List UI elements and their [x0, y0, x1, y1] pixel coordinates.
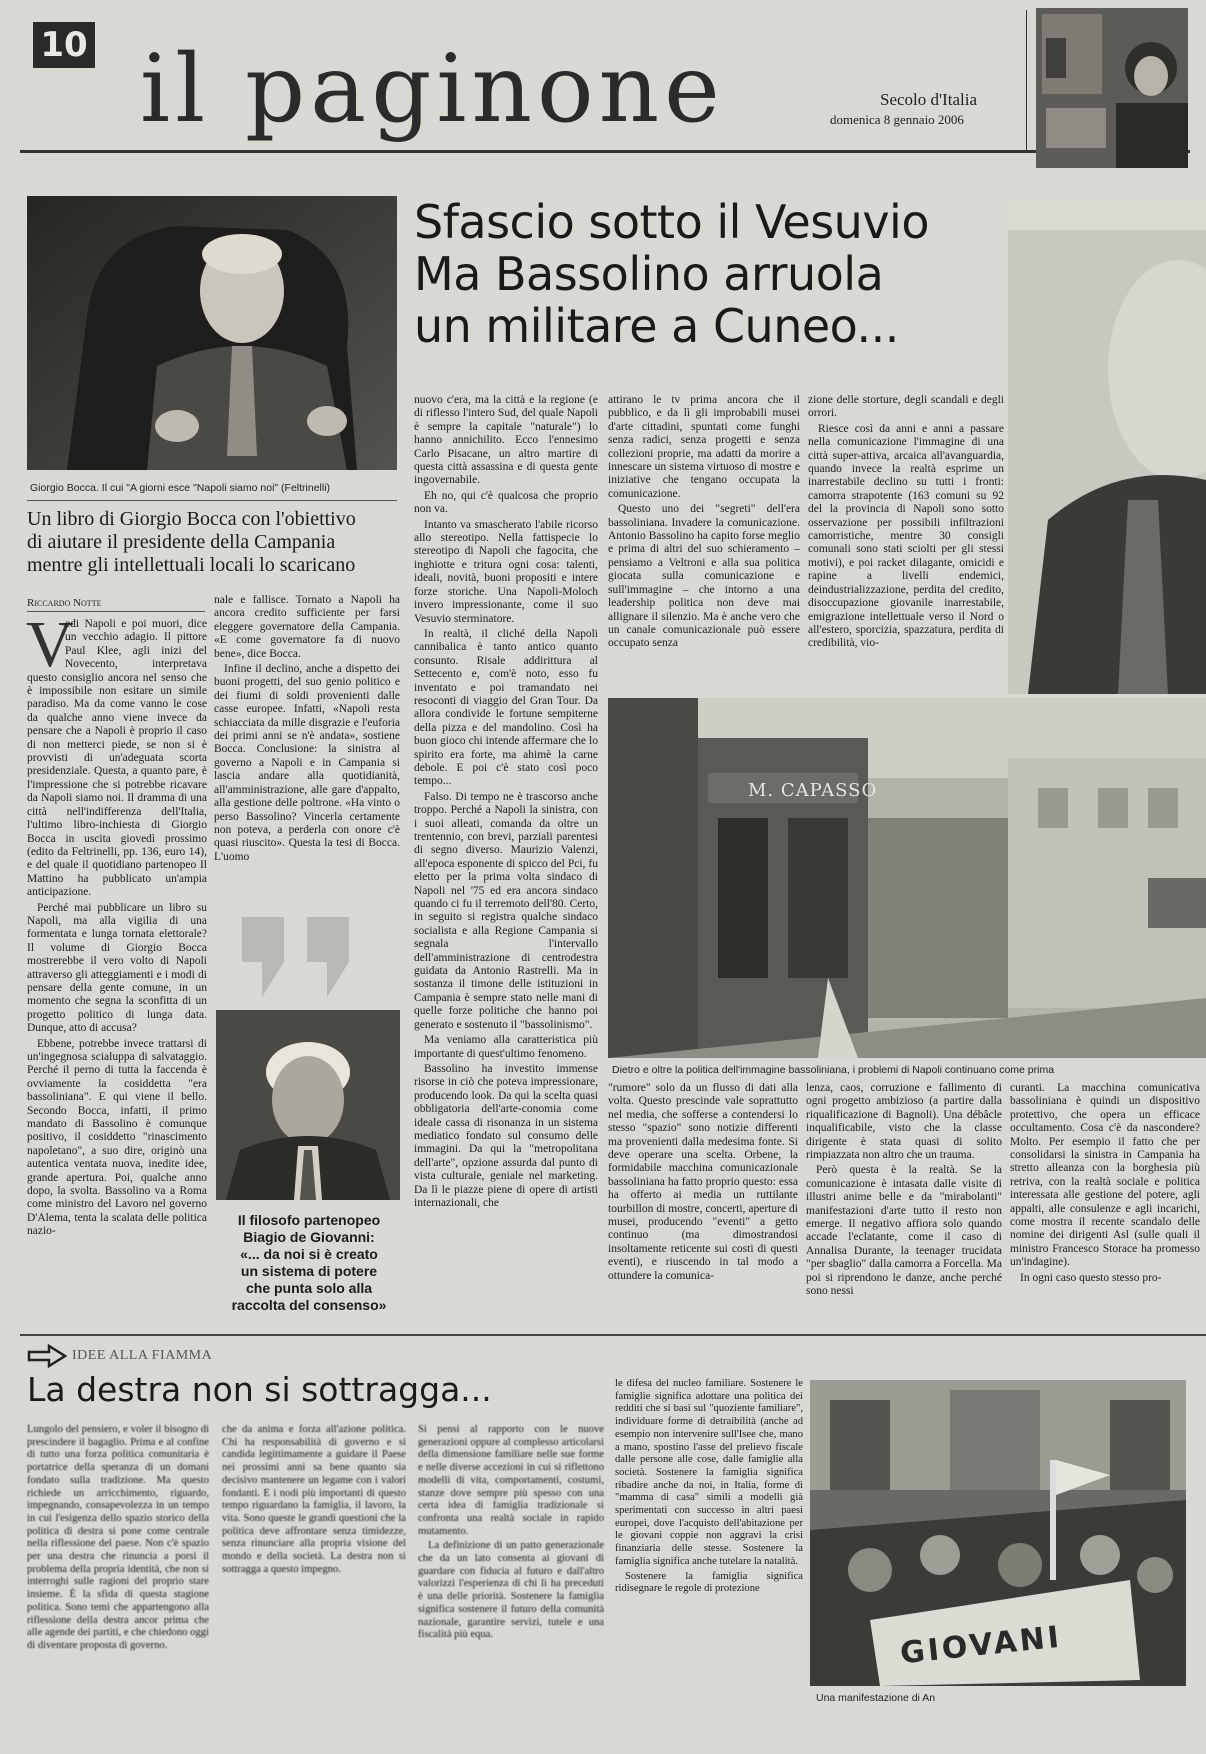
pull-quote-line-2: Biagio de Giovanni:	[243, 1229, 375, 1245]
de-giovanni-graphic	[216, 1010, 400, 1200]
newspaper-name: Secolo d'Italia	[880, 90, 978, 109]
de-giovanni-photo	[216, 1010, 400, 1200]
opinion-col-3	[418, 1424, 604, 1724]
article-col-1	[27, 618, 207, 1332]
subhead	[27, 508, 402, 577]
thumbnail-graphic	[1036, 8, 1188, 168]
page-number-box	[33, 22, 95, 68]
section-divider	[20, 1334, 1206, 1336]
issue-date: domenica 8 gennaio 2006	[830, 112, 964, 127]
street-photo-graphic	[608, 698, 1206, 1058]
masthead-vertical-rule	[1026, 10, 1027, 150]
page-number: 10	[40, 25, 88, 65]
article-col-4-para-1: attirano le tv prima ancora che il pubblico, e da lì gli improbabili musei d'arte cittadini, spuntati come funghi senza radici, senza progetti e senza collezioni proprie, ma adatti da morire a innescare un sistema virtuoso di mostre e iniziative che tengano occupata la comunicazione.	[608, 394, 800, 500]
article-col-7	[806, 1082, 1002, 1326]
section-title: il paginone	[140, 35, 725, 144]
subhead-line-3: mentre gli intellettuali locali lo scaricano	[27, 554, 356, 576]
rally-photo-caption: Una manifestazione di An	[816, 1692, 936, 1704]
article-col-7-para-2: Però questa è la realtà. Se la comunicazione è intasata dalle visite di illustri anime belle e da "mirabolanti" manifestazioni d'arte tutto il resto non emerge. Il negativo affiora solo quando accade l'eclatante, come il caso di Annalisa Durante, la teenager trucidata "per sbaglio" dalla camorra a Forcella. Ma poi si riprendono le danze, anche perché sono nessi	[806, 1164, 1002, 1298]
byline: Riccardo Notte	[27, 597, 102, 609]
article-col-3-para-4: In realtà, il cliché della Napoli cannibalica è tanto antico quanto consunto. Risale addirittura al Settecento e, com'è noto, esso fu inventato e poi tramandato nei resoconti di viaggio del Gran Tour. Da allora condivide le fortune sempiterne della pizza e del mandolino. Così ha buon gioco chi intende affermare che lo spirito era forte, ma ahimè la carne debole. E poi c'è stato così poco tempo...	[414, 627, 598, 788]
article-col-1-para-1: edi Napoli e poi muori, dice un vecchio adagio. Il pittore Paul Klee, agli inizi del Novecento, interpretava questo consiglio ancora nel senso che è impossibile non esitare un simile paradiso. Ma da come vanno le cose da qualche anno viene invece da pensare che a Napoli è proprio il caso di non metterci piede, se non si è provvisti di un'adeguata scorta presidenziale. Questa, a quanto pare, è l'impressione che si potrebbe ricavare da Napoli siamo noi. Il dramma di una città nell'indifferenza dell'Italia, l'ultimo libro-inchiesta di Giorgio Bocca in uscita giovedì prossimo (edito da Feltrinelli, pp. 136, euro 14), e del quale il quotidiano partenopeo Il Mattino ha pubblicato un'ampia anticipazione.	[27, 618, 207, 899]
bassolino-photo	[1008, 200, 1206, 694]
top-right-thumbnail	[1036, 8, 1188, 168]
article-col-1-para-2: Perché mai pubblicare un libro su Napoli, ma alla vigilia di una formentata e lunga tornata elettorale? Il volume di Giorgio Bocca mostrerebbe il vero volto di Napoli attraverso gli atteggiamenti e i modi di pensare della gente comune, in un momento che segna la sconfitta di un progetto politico di lunga data. Dunque, atto di accusa?	[27, 901, 207, 1035]
shop-sign: M. CAPASSO	[748, 780, 878, 801]
subhead-line-1: Un libro di Giorgio Bocca con l'obiettivo	[27, 508, 356, 530]
quote-mark-graphic	[222, 912, 372, 1002]
headline-line-2: Ma Bassolino arruola	[414, 247, 884, 301]
quote-mark-icon	[222, 912, 372, 1002]
article-col-8-para-1: curanti. La macchina comunicativa bassoliniana è quindi un dispositivo protettivo, che opera un efficace occultamento. Cosa c'è da nascondere? Molto. Per esempio il fatto che per consolidarsi la sinistra in Campania ha stretto alleanza con la borghesia più retriva, con la realtà sociale e politica interessata alle gestione del potere, agli appalti, alle consulenze e agli incarichi, come mostra il recente scandalo delle nomine dei dirigenti Asl (sulle quali il ministro Francesco Storace ha promesso un'indagine).	[1010, 1082, 1200, 1269]
article-col-2-para-1: nale e fallisce. Tornato a Napoli ha ancora credito sufficiente per farsi eleggere governatore della Campania. «E come governatore fa di nuovo bene», dice Bocca.	[214, 594, 400, 660]
opinion-col-3-para-1: Si pensi al rapporto con le nuove generazioni oppure al complesso articolarsi della dimensione familiare nelle sue forme e nelle diverse accezioni in cui si riflettono modelli di vita, comportamenti, costumi, stanze dove sempre più spesso con una certa idea di famiglia tradizionale si confronta una realtà sociale in rapido mutamento.	[418, 1424, 604, 1537]
dropcap-spacer	[27, 618, 65, 666]
drop-cap: V	[26, 608, 74, 681]
article-col-5	[808, 394, 1004, 686]
headline-line-3: un militare a Cuneo...	[414, 299, 899, 353]
pull-quote-line-3: «... da noi si è creato	[240, 1246, 378, 1262]
main-headline	[414, 196, 1014, 352]
pull-quote-line-4: un sistema di potere	[240, 1263, 378, 1279]
opinion-col-3-para-2: La definizione di un patto generazionale che da un lato consenta ai giovani di guardare con fiducia al futuro e dall'altro valorizzi l'esperienza di chi li ha preceduti è una delle priorità. Sostenere la famiglia significa sostenere il futuro della comunità nazionale, garantire servizi, tutele e una fiscalità più equa.	[418, 1540, 604, 1641]
opinion-col-4	[615, 1378, 803, 1724]
pull-quote	[216, 1212, 402, 1314]
pull-quote-line-5: che punta solo alla	[245, 1280, 373, 1296]
bocca-photo-graphic	[27, 196, 397, 470]
article-col-8-para-2: In ogni caso questo stesso pro-	[1020, 1271, 1162, 1284]
opinion-headline: La destra non si sottragga...	[27, 1370, 492, 1409]
pull-quote-line-1: Il filosofo partenopeo	[237, 1212, 381, 1228]
arrow-right-icon	[27, 1344, 67, 1368]
article-col-5-para-2: Riesce così da anni e anni a passare nella comunicazione l'immagine di una città super-attiva, arcaica all'avanguardia, quando invece la realtà esprime un inarrestabile declino su tutti i fronti: camorra strapotente (163 comuni su 92 del la provincia di Napoli sono sotto osservazione per possibili infiltrazioni camorristiche, mentre 30 consigli comunali sono stati sciolti per gli stessi motivi), e poi racket dilagante, omicidi e rapine a livelli endemici, deindustrializzazione, perdita del credito, disoccupazione giovanile inarrestabile, emigrazione intellettuale verso il Nord o all'estero, sporcizia, spazzatura, perdita di credibilità, vio-	[808, 422, 1004, 650]
pull-quote-line-6: raccolta del consenso»	[231, 1297, 387, 1313]
opinion-col-1-para-1: Lungolo del pensiero, e voler il bisogno di prescindere il bagaglio. Prima e al confine di tutto una forza politica comunitaria è portatrice della speranza di un domani fondato sulla tradizione. Ma questo richiede un arricchimento, riguardo, impegnando, consapevolezza in un tempo in cui l'esigenza dello spazio storico della politica di destra si pone come centrale nella riflessione del paese. Non c'è spazio per una destra che rinuncia a porsi il problema della propria identità, che non si interroghi sulle ragioni del proprio stare insieme. È la sfida di questa stagione politica. Sono temi che appartengono alla riflessione della destra ancor prima che alle agende dei partiti, e che chiedono oggi di diventare proposta di governo.	[27, 1424, 209, 1651]
bassolino-photo-graphic	[1008, 200, 1206, 694]
article-col-5-para-1: zione delle storture, degli scandali e degli orrori.	[808, 394, 1004, 420]
masthead-rule	[20, 150, 1190, 153]
article-col-7-para-1: lenza, caos, corruzione e fallimento di ogni progetto ambizioso (a partire dalla riqualificazione di Bagnoli). Una débâcle inqualificabile, visto che la classe dirigente è stata quasi di solito rimpiazzata non altro che un trauma.	[806, 1082, 1002, 1162]
article-col-6-para-1: "rumore" solo da un flusso di dati alla volta. Questo prescinde vale soprattutto nel media, che sofferse a contendersi lo stesso "spazio" sono notizie differenti ma provenienti dalla medesima fonte. Si deve operare una scelta. Orbene, la formidabile macchina comunicazionale bassoliniana ha fatto proprio questo: essa ha offerto ai media un ruttilante tourbillon di mostre, concerti, aperture di musei, producendo "eventi" a getto continuo (ma dimostrandosi insoltamente reticente sui costi di questi eventi), e riuscendo in tal modo a ottundere la comunica-	[608, 1082, 798, 1282]
opinion-col-2-para-1: che da anima e forza all'azione politica. Chi ha responsabilità di governo e si candida legittimamente a guidare il Paese nei prossimi anni sa bene quanto sia decisivo mantenere un legame con i valori fondanti. E i nodi più importanti di questo tempo riguardano la famiglia, il lavoro, la vita. Sono queste le grandi questioni che la politica deve affrontare senza timidezze, senza rinunciare alla propria visione del mondo e della società. La destra non si sottragga a questo impegno.	[222, 1424, 406, 1575]
street-photo-caption: Dietro e oltre la politica dell'immagine bassoliniana, i problemi di Napoli continuano come prima	[612, 1064, 1055, 1076]
article-col-3-para-1: nuovo c'era, ma la città e la regione (e di riflesso l'intero Sud, del quale Napoli è sempre la capitale "naturale") lo hanno annichilito. Ecco l'ennesimo Carlo Pisacane, un altro martire di questa città assassina e di questa gente ingovernabile.	[414, 394, 598, 487]
opinion-kicker: IDEE ALLA FIAMMA	[72, 1348, 213, 1363]
arrow-icon	[27, 1344, 67, 1368]
article-col-3-para-7: Bassolino ha investito immense risorse in ciò che poteva impressionare, producendo look. Da qui la scelta quasi obbligatoria dell'arte-conomia come ideale cassa di risonanza in un sistema mediatico fondato sul consumo delle immagini. Da qui la "metropolitana dell'arte", opzione assurda dal punto di vista culturale, geniale nel marketing. Da lì le piazze piene di opere di artisti internazionali, che	[414, 1062, 598, 1209]
rally-photo	[810, 1380, 1186, 1686]
article-col-1-para-3: Ebbene, potrebbe invece trattarsi di un'ingegnosa scialuppa di salvataggio. Perché il perno di tutta la faccenda è ovviamente la cosiddetta "era bassoliniana". E qui viene il bello. Secondo Bocca, infatti, il primo mandato di Bassolino è comunque positivo, il cosiddetto "rinascimento napoletano", a suo dire, originò una autentica ventata nuova, inedite idee, grande apertura. Poi, qualche anno dopo, la svolta. Bassolino va a Roma come ministro del Lavoro nel governo D'Alema, tenta la scalata delle politica nazio-	[27, 1037, 207, 1238]
article-col-3-para-3: Intanto va smascherato l'abile ricorso allo stereotipo. Nella fattispecie lo stereotipo di Napoli che fagocita, che inghiotte e tritura ogni cosa: talenti, ideali, novità, buoni propositi e intere forze storiche. Una Napoli-Moloch invero impressionante, come il suo Vesuvio sterminatore.	[414, 518, 598, 625]
street-photo	[608, 698, 1206, 1058]
article-col-3-para-5: Falso. Di tempo ne è trascorso anche troppo. Perché a Napoli la sinistra, con i suoi alleati, comanda da oltre un trentennio, con brevi, parziali parentesi di segno diverso. Maurizio Valenzi, all'epoca esponente di spicco del Pci, fu eletto per la prima volta sindaco di Napoli nel '75 ed era ancora sindaco quando ci fu il terremoto dell'80. Certo, in seguito si registra qualche sindaco socialista e alla Regione Campania si segnala l'intervallo dell'amministrazione di centrodestra guidata da Antonio Rastrelli. Ma in sostanza il timone delle istituzioni in Campania è sempre stato nelle mani di quelle forze politiche che hanno poi generato e sostenuto il "bassolinismo".	[414, 790, 598, 1031]
article-col-8	[1010, 1082, 1200, 1326]
opinion-col-4-para-2: Sostenere la famiglia significa ridisegnare le regole di protezione	[615, 1570, 803, 1595]
article-col-4	[608, 394, 800, 686]
opinion-col-2	[222, 1424, 406, 1724]
article-col-6	[608, 1082, 798, 1326]
article-col-3-para-2: Eh no, qui c'è qualcosa che proprio non va.	[414, 489, 598, 516]
article-col-2	[214, 594, 400, 926]
rally-banner-text: GIOVANI	[898, 1619, 1064, 1672]
opinion-col-4-para-1: le difesa del nucleo familiare. Sostenere le famiglie significa adottare una politica dei redditi che si basi sul "quoziente familiare", individuare forme di detraibilità (anche ad esempio non intervenire sull'Isee che, mano a mano, spostino l'asse del prelievo fiscale dalle persone alle cose, dalle famiglie alla società. Sostenere la famiglia significa ribadire anche da noi, in Italia, forme di "mamma di casa" simili a modelli già sperimentati con successo in altri paesi europei, dove l'acquisto dell'abitazione per le giovani coppie non aggravi la crisi finanziaria delle stesse. Sostenere la famiglia significa anche tutelare la natalità.	[615, 1378, 803, 1567]
article-col-4-para-2: Questo uno dei "segreti" dell'era bassoliniana. Invadere la comunicazione. Antonio Bassolino ha capito forse meglio e prima di altri del suo schieramento – pensiamo a Veltroni e alla sua politica giocata sulla comunicazione e sull'immagine – che intorno a una leadership politica non deve mai allignare il silenzio. Ma è anche vero che un canale comunicazionale può essere occupato senza	[608, 503, 800, 650]
headline-line-1: Sfascio sotto il Vesuvio	[414, 195, 929, 249]
article-col-3-para-6: Ma veniamo alla caratteristica più importante di quest'ultimo fenomeno.	[414, 1034, 598, 1060]
article-col-2-para-2: Infine il declino, anche a dispetto dei buoni progetti, del suo genio politico e dei fiumi di soldi provenienti dalle casse europee. Infatti, «Napoli resta schiacciata da mille disgrazie e l'euforia dei primi anni se n'è andata», sostiene Bocca. Conclusione: la sinistra al governo a Napoli e in Campania si lascia andare alla quotidianità, all'amministrazione, alle gare d'appalto, alla gestione delle poltrone. «Ha vinto o perso Bassolino? Vincerla certamente non poteva, a perderla con onore c'è quasi riuscito». Questa la tesi di Bocca. L'uomo	[214, 663, 400, 863]
article-col-3	[414, 394, 598, 1324]
bocca-photo-caption: Giorgio Bocca. Il cui "A giorni esce "Napoli siamo noi" (Feltrinelli)	[30, 482, 331, 494]
opinion-col-1	[27, 1424, 209, 1724]
caption-rule	[27, 500, 397, 501]
subhead-line-2: di aiutare il presidente della Campania	[27, 531, 336, 553]
bocca-photo	[27, 196, 397, 470]
